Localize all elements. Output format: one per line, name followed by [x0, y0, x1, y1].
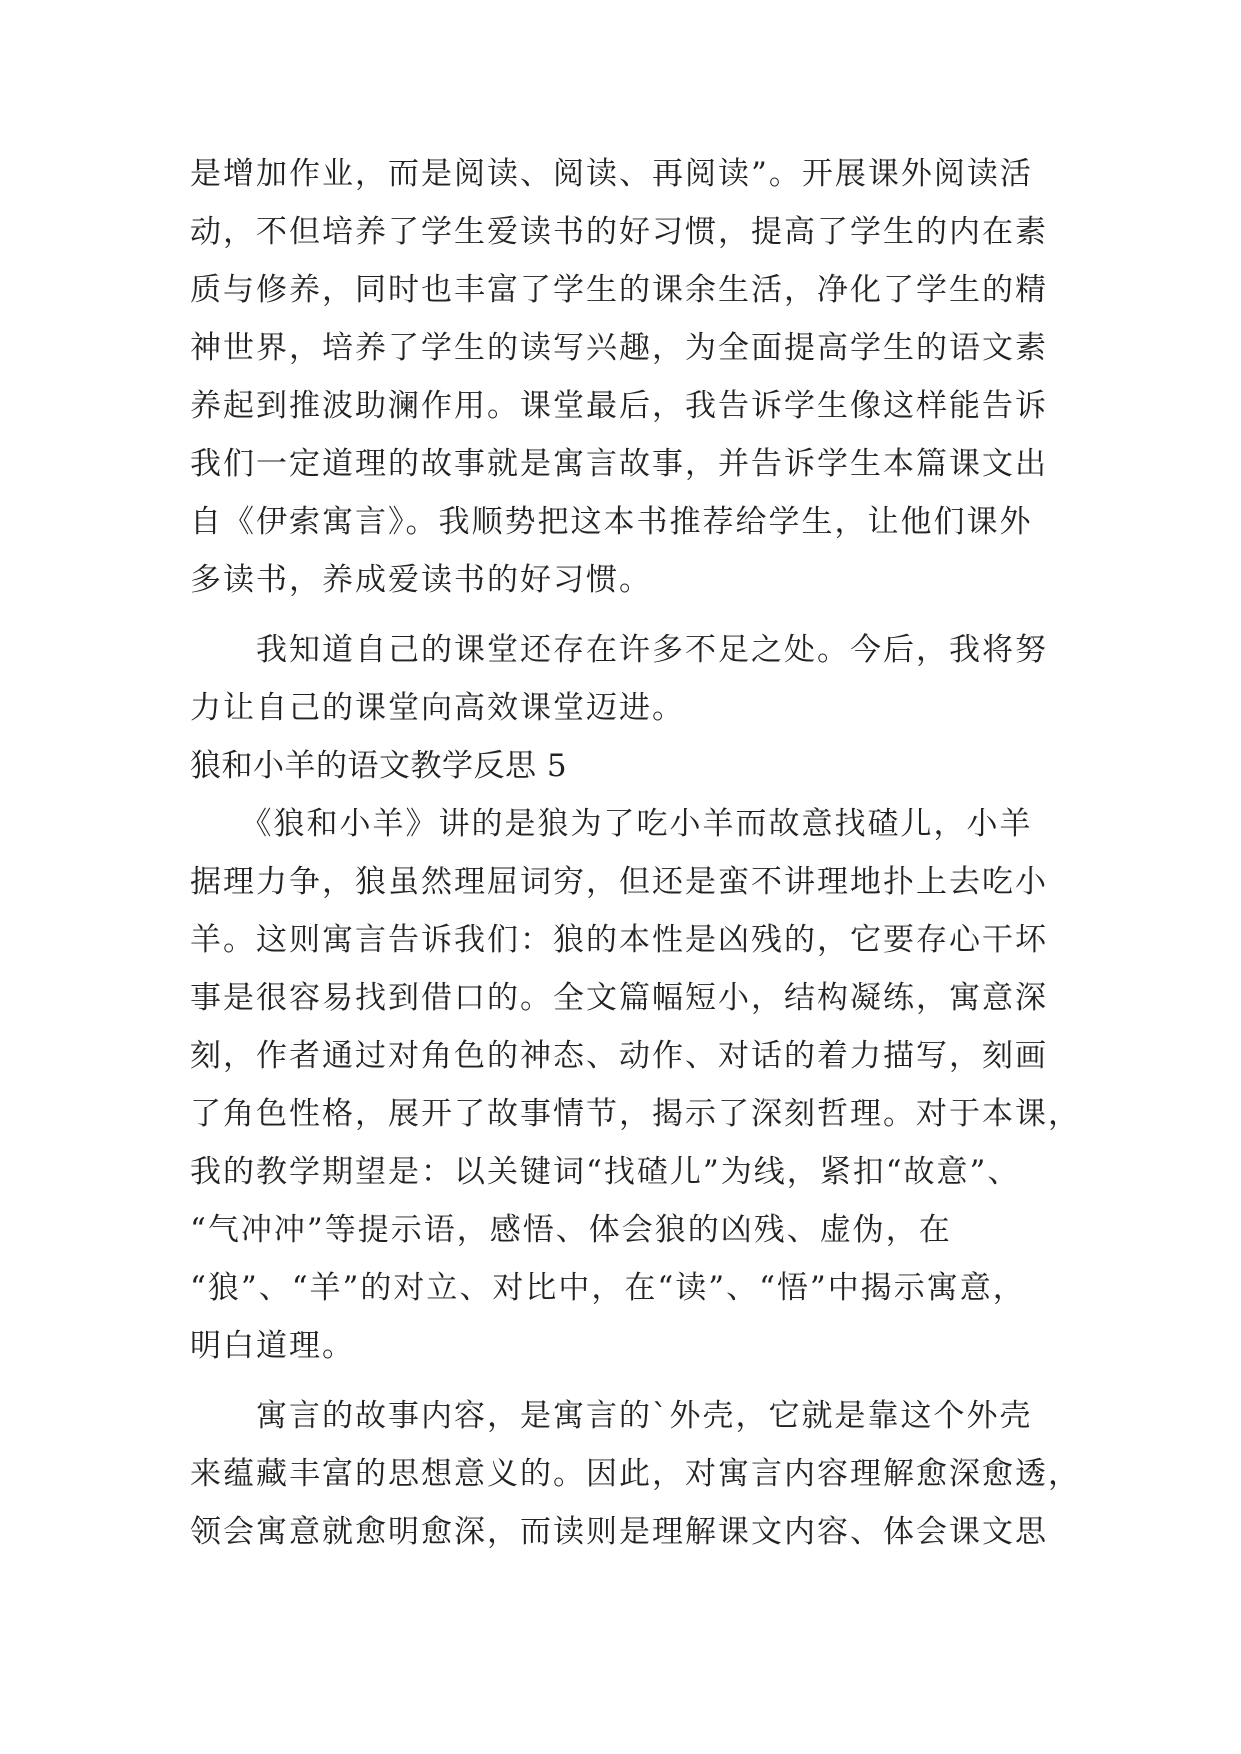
body-line: 力让自己的课堂向高效课堂迈进。 — [190, 690, 685, 726]
body-line: 领会寓意就愈明愈深，而读则是理解课文内容、体会课文思 — [190, 1514, 1048, 1550]
body-line: 我知道自己的课堂还存在许多不足之处。今后，我将努 — [190, 632, 1048, 668]
body-line: 质与修养，同时也丰富了学生的课余生活，净化了学生的精 — [190, 272, 1048, 308]
body-line: 来蕴藏丰富的思想意义的。因此，对寓言内容理解愈深愈透， — [190, 1456, 1081, 1492]
body-line: “狼”、“羊”的对立、对比中，在“读”、“悟”中揭示寓意， — [190, 1270, 1026, 1306]
body-line: 是增加作业，而是阅读、阅读、再阅读”。开展课外阅读活 — [190, 156, 1033, 192]
body-line: 自《伊索寓言》。我顺势把这本书推荐给学生，让他们课外 — [190, 504, 1033, 540]
body-line: 我的教学期望是：以关键词“找碴儿”为线，紧扣“故意”、 — [190, 1154, 1021, 1190]
body-line: 据理力争，狼虽然理屈词穷，但还是蛮不讲理地扑上去吃小 — [190, 864, 1048, 900]
body-line: 养起到推波助澜作用。课堂最后，我告诉学生像这样能告诉 — [190, 388, 1048, 424]
body-line: 我们一定道理的故事就是寓言故事，并告诉学生本篇课文出 — [190, 446, 1048, 482]
body-line: 明白道理。 — [190, 1328, 355, 1364]
section-title: 狼和小羊的语文教学反思 5 — [190, 748, 568, 784]
body-line: 寓言的故事内容，是寓言的`外壳，它就是靠这个外壳 — [190, 1398, 1033, 1434]
body-line: 事是很容易找到借口的。全文篇幅短小，结构凝练，寓意深 — [190, 980, 1048, 1016]
body-line: 动，不但培养了学生爱读书的好习惯，提高了学生的内在素 — [190, 214, 1048, 250]
body-line: 羊。这则寓言告诉我们：狼的本性是凶残的，它要存心干坏 — [190, 922, 1048, 958]
body-line: 刻，作者通过对角色的神态、动作、对话的着力描写，刻画 — [190, 1038, 1048, 1074]
body-line: 多读书，养成爱读书的好习惯。 — [190, 562, 652, 598]
body-line: 了角色性格，展开了故事情节，揭示了深刻哲理。对于本课， — [190, 1096, 1081, 1132]
body-line: “气冲冲”等提示语，感悟、体会狼的凶残、虚伪，在 — [190, 1212, 952, 1248]
body-line: 神世界，培养了学生的读写兴趣，为全面提高学生的语文素 — [190, 330, 1048, 366]
document-body — [190, 145, 1081, 1561]
body-line: 《狼和小羊》讲的是狼为了吃小羊而故意找碴儿，小羊 — [190, 806, 1033, 842]
